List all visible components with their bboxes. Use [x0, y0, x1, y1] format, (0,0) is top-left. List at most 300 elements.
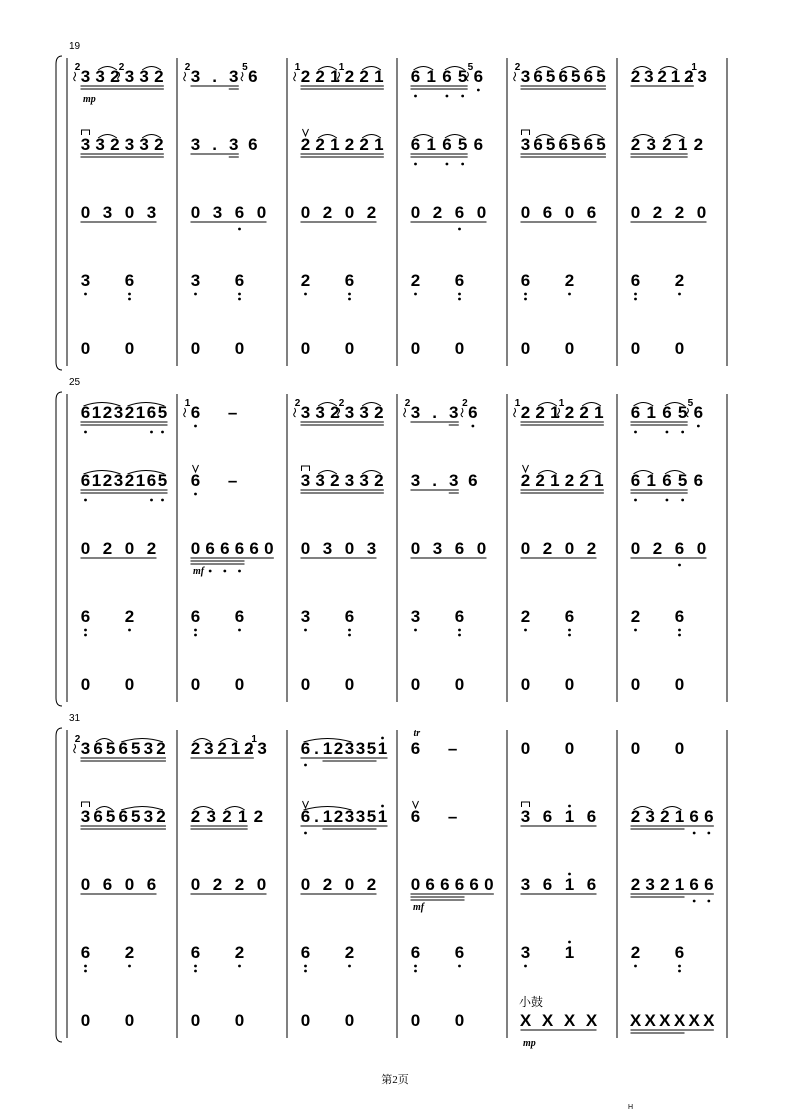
octave-dot-below: [568, 634, 571, 637]
jianpu-note: 2: [535, 403, 545, 422]
octave-dot-below: [634, 965, 637, 968]
jianpu-note: 6: [190, 471, 201, 490]
jianpu-note: 1: [646, 403, 656, 422]
jianpu-note: 0: [124, 539, 135, 558]
jianpu-note: 6: [410, 135, 421, 154]
jianpu-note: 2: [244, 739, 254, 758]
jianpu-note: 3: [206, 807, 216, 826]
jianpu-note: 3: [366, 539, 377, 558]
octave-dot-below: [150, 431, 153, 434]
jianpu-note: 3: [139, 67, 149, 86]
jianpu-note: 0: [630, 539, 641, 558]
octave-dot-below: [634, 298, 637, 301]
jianpu-note: 5: [596, 135, 606, 154]
octave-dot-below: [84, 499, 87, 502]
octave-dot-below: [209, 570, 212, 573]
jianpu-note: 6: [249, 539, 259, 558]
jianpu-note: 0: [484, 875, 494, 894]
jianpu-note: 1: [564, 807, 575, 826]
jianpu-note: 0: [520, 539, 531, 558]
jianpu-note: 2: [333, 807, 344, 826]
jianpu-note: 0: [190, 539, 201, 558]
percussion-note: X: [659, 1011, 671, 1030]
jianpu-note: 0: [410, 203, 421, 222]
octave-dot-below: [693, 900, 696, 903]
octave-dot-below: [446, 95, 449, 98]
jianpu-note: 2: [102, 539, 113, 558]
score-system: [56, 41, 727, 370]
jianpu-note: 2: [630, 67, 641, 86]
jianpu-note: 1: [135, 471, 146, 490]
jianpu-note: 2: [102, 471, 113, 490]
jianpu-note: .: [314, 807, 319, 826]
grace-note: 2: [184, 62, 191, 73]
jianpu-note: 5: [677, 471, 688, 490]
jianpu-note: 2: [190, 739, 201, 758]
jianpu-note: 6: [80, 403, 91, 422]
jianpu-note: 1: [670, 67, 681, 86]
octave-dot-below: [634, 293, 637, 296]
octave-dot-above: [381, 805, 384, 808]
octave-dot-below: [348, 629, 351, 632]
jianpu-note: 0: [410, 875, 421, 894]
jianpu-note: 6: [93, 807, 103, 826]
jianpu-note: 6: [558, 135, 568, 154]
octave-dot-below: [681, 431, 684, 434]
jianpu-note: 0: [124, 203, 135, 222]
jianpu-note: 2: [564, 403, 575, 422]
jianpu-note: 0: [190, 339, 201, 358]
jianpu-note: 6: [425, 875, 435, 894]
octave-dot-below: [84, 965, 87, 968]
jianpu-note: 3: [315, 403, 325, 422]
octave-dot-below: [678, 965, 681, 968]
jianpu-note: 3: [143, 807, 154, 826]
jianpu-note: 0: [256, 875, 267, 894]
jianpu-note: 2: [190, 807, 201, 826]
jianpu-note: 3: [410, 403, 421, 422]
jianpu-note: 0: [344, 339, 355, 358]
jianpu-note: 6: [473, 67, 484, 86]
jianpu-note: 3: [410, 471, 421, 490]
jianpu-note: 6: [693, 471, 704, 490]
jianpu-note: 2: [333, 739, 344, 758]
jianpu-note: 0: [520, 339, 531, 358]
jianpu-note: 2: [330, 471, 340, 490]
octave-dot-below: [524, 965, 527, 968]
jianpu-note: .: [212, 135, 217, 154]
octave-dot-below: [458, 298, 461, 301]
jianpu-note: 1: [230, 739, 241, 758]
octave-dot-below: [414, 293, 417, 296]
jianpu-note: 3: [432, 539, 443, 558]
jianpu-note: 6: [468, 403, 478, 422]
jianpu-note: 1: [237, 807, 248, 826]
jianpu-note: 3: [190, 135, 201, 154]
jianpu-note: 6: [344, 607, 355, 626]
jianpu-note: 0: [476, 203, 487, 222]
octave-dot-below: [414, 95, 417, 98]
jianpu-note: 2: [154, 67, 164, 86]
jianpu-note: 2: [586, 539, 597, 558]
jianpu-note: 0: [190, 875, 201, 894]
jianpu-note: 0: [344, 675, 355, 694]
jianpu-note: 0: [344, 1011, 355, 1030]
octave-dot-below: [304, 832, 307, 835]
jianpu-note: 5: [157, 403, 168, 422]
page-number: 第2页: [381, 1074, 409, 1086]
jianpu-note: 0: [344, 203, 355, 222]
jianpu-note: 5: [545, 67, 556, 86]
grace-note: 5: [242, 62, 248, 73]
grace-note: 2: [462, 398, 468, 409]
octave-dot-below: [348, 634, 351, 637]
jianpu-note: .: [212, 67, 217, 86]
jianpu-note: 0: [564, 539, 575, 558]
grace-note: 5: [467, 62, 474, 73]
dynamic-marking: mf: [193, 566, 205, 577]
jianpu-note: 6: [300, 739, 311, 758]
grace-stroke: [184, 408, 186, 417]
octave-dot-below: [634, 431, 637, 434]
jianpu-note: 3: [355, 739, 366, 758]
jianpu-note: .: [432, 471, 437, 490]
jianpu-note: 6: [454, 203, 465, 222]
jianpu-note: 3: [344, 471, 355, 490]
jianpu-note: 5: [571, 67, 581, 86]
jianpu-note: 6: [190, 403, 201, 422]
jianpu-note: 2: [315, 67, 325, 86]
grace-stroke: [74, 72, 76, 81]
jianpu-note: 6: [442, 135, 452, 154]
octave-dot-below: [238, 298, 241, 301]
jianpu-note: 6: [473, 135, 484, 154]
system-bracket: [56, 56, 62, 370]
jianpu-note: 6: [542, 875, 553, 894]
jianpu-note: 2: [212, 875, 223, 894]
jianpu-note: 2: [110, 67, 120, 86]
jianpu-note: 2: [630, 943, 641, 962]
octave-dot-below: [304, 293, 307, 296]
jianpu-note: 0: [520, 739, 531, 758]
jianpu-note: 6: [220, 539, 230, 558]
jianpu-note: 3: [229, 67, 239, 86]
jianpu-note: 6: [630, 471, 641, 490]
octave-dot-below: [471, 425, 474, 428]
grace-stroke: [294, 72, 296, 81]
grace-note: 1: [251, 734, 257, 745]
octave-dot-below: [458, 634, 461, 637]
jianpu-note: 6: [146, 471, 157, 490]
jianpu-note: 0: [80, 203, 91, 222]
percussion-note: X: [703, 1011, 715, 1030]
jianpu-note: 2: [652, 203, 663, 222]
jianpu-note: 6: [533, 67, 543, 86]
jianpu-note: 6: [80, 943, 91, 962]
trill-mark: tr: [413, 728, 421, 739]
octave-dot-below: [414, 970, 417, 973]
grace-stroke: [294, 408, 296, 417]
jianpu-note: 6: [146, 875, 157, 894]
jianpu-note: 1: [677, 135, 688, 154]
jianpu-note: 3: [80, 807, 91, 826]
jianpu-note: 3: [257, 739, 267, 758]
dynamic-marking: mp: [523, 1038, 536, 1049]
jianpu-note: 2: [156, 739, 166, 758]
octave-dot-below: [678, 293, 681, 296]
jianpu-note: 3: [80, 67, 91, 86]
jianpu-note: 6: [146, 403, 157, 422]
octave-dot-below: [348, 298, 351, 301]
octave-dot-below: [458, 228, 461, 231]
jianpu-note: 3: [355, 807, 366, 826]
jianpu-note: 0: [630, 203, 641, 222]
jianpu-note: 3: [80, 135, 91, 154]
measure-number: 25: [69, 377, 81, 388]
octave-dot-below: [150, 499, 153, 502]
jianpu-note: 0: [80, 539, 91, 558]
jianpu-note: 6: [93, 739, 103, 758]
jianpu-note: 0: [564, 739, 575, 758]
jianpu-note: 6: [205, 539, 215, 558]
jianpu-note: 6: [410, 67, 421, 86]
jianpu-note: 3: [113, 403, 124, 422]
octave-dot-below: [128, 965, 131, 968]
jianpu-note: 0: [696, 203, 707, 222]
jianpu-note: 6: [533, 135, 543, 154]
grace-note: 2: [74, 62, 81, 73]
measure-number: 31: [69, 713, 81, 724]
jianpu-note: 1: [374, 67, 384, 86]
jianpu-note: 3: [410, 607, 421, 626]
jianpu-note: 2: [322, 203, 333, 222]
jianpu-note: 6: [586, 875, 597, 894]
jianpu-note: 0: [696, 539, 707, 558]
jianpu-note: 0: [674, 739, 685, 758]
jianpu-note: 1: [377, 807, 388, 826]
jianpu-note: 6: [442, 67, 452, 86]
jianpu-note: 6: [583, 135, 594, 154]
jianpu-note: 0: [410, 675, 421, 694]
jianpu-note: 6: [124, 271, 135, 290]
jianpu-note: 6: [583, 67, 594, 86]
octave-dot-below: [194, 965, 197, 968]
jianpu-note: 0: [264, 539, 274, 558]
grace-note: 2: [118, 62, 125, 73]
grace-note: 2: [338, 398, 345, 409]
jianpu-note: 6: [564, 607, 575, 626]
jianpu-note: 0: [300, 539, 311, 558]
jianpu-note: 3: [520, 943, 531, 962]
jianpu-note: 3: [229, 135, 239, 154]
octave-dot-below: [304, 965, 307, 968]
jianpu-note: 6: [674, 539, 685, 558]
extension-dash: –: [447, 807, 458, 826]
jianpu-note: 5: [366, 739, 377, 758]
jianpu-note: 6: [234, 607, 245, 626]
grace-note: 1: [558, 398, 565, 409]
jianpu-note: 0: [300, 875, 311, 894]
jianpu-note: 6: [704, 807, 714, 826]
score-system: [56, 713, 727, 1049]
jianpu-note: 1: [564, 875, 575, 894]
octave-dot-below: [194, 293, 197, 296]
jianpu-note: 0: [674, 339, 685, 358]
jianpu-note: 3: [520, 67, 531, 86]
jianpu-note: 1: [330, 67, 340, 86]
percussion-note: X: [563, 1011, 576, 1030]
grace-stroke: [514, 72, 516, 81]
grace-note: 1: [294, 62, 301, 73]
extension-dash: –: [447, 739, 458, 758]
jianpu-note: 0: [256, 203, 267, 222]
extension-dash: –: [227, 471, 238, 490]
octave-dot-below: [634, 629, 637, 632]
jianpu-note: 2: [520, 607, 531, 626]
jianpu-note: 3: [204, 739, 214, 758]
jianpu-note: 3: [449, 403, 459, 422]
jianpu-note: 1: [91, 403, 102, 422]
jianpu-note: 2: [124, 943, 135, 962]
jianpu-note: 1: [594, 403, 604, 422]
jianpu-note: 0: [344, 875, 355, 894]
grace-stroke: [514, 408, 516, 417]
jianpu-note: 2: [234, 875, 245, 894]
jianpu-note: 2: [359, 67, 369, 86]
jianpu-note: 3: [449, 471, 459, 490]
octave-dot-below: [693, 832, 696, 835]
jianpu-note: 0: [80, 1011, 91, 1030]
jianpu-note: 2: [154, 135, 164, 154]
jianpu-note: 3: [359, 403, 369, 422]
jianpu-note: 0: [674, 675, 685, 694]
octave-dot-below: [238, 570, 241, 573]
jianpu-note: 6: [118, 807, 128, 826]
jianpu-note: 2: [520, 403, 531, 422]
jianpu-note: 6: [674, 943, 685, 962]
jianpu-note: 6: [300, 943, 311, 962]
jianpu-note: 5: [366, 807, 377, 826]
jianpu-note: 2: [344, 943, 355, 962]
jianpu-note: 0: [564, 675, 575, 694]
corner-mark: H: [628, 1104, 634, 1111]
octave-dot-below: [84, 629, 87, 632]
jianpu-note: 3: [697, 67, 707, 86]
jianpu-note: 0: [454, 675, 465, 694]
octave-dot-below: [414, 629, 417, 632]
jianpu-note: 6: [542, 203, 553, 222]
jianpu-note: 3: [80, 271, 91, 290]
jianpu-note: 3: [190, 271, 201, 290]
jianpu-note: 2: [322, 875, 333, 894]
measure-number: 19: [69, 41, 81, 52]
jianpu-note: 3: [322, 539, 333, 558]
jianpu-note: 2: [344, 135, 355, 154]
jianpu-note: 3: [113, 471, 124, 490]
octave-dot-above: [568, 805, 571, 808]
jianpu-note: 6: [586, 807, 597, 826]
jianpu-note: 3: [124, 67, 135, 86]
jianpu-note: 0: [344, 539, 355, 558]
jianpu-note: 3: [95, 135, 105, 154]
octave-dot-below: [194, 970, 197, 973]
octave-dot-below: [568, 629, 571, 632]
jianpu-note: 5: [105, 739, 116, 758]
jianpu-note: 0: [520, 203, 531, 222]
jianpu-note: 0: [190, 1011, 201, 1030]
jianpu-note: 1: [674, 875, 685, 894]
dynamic-marking: mf: [413, 902, 425, 913]
octave-dot-below: [304, 764, 307, 767]
octave-dot-below: [194, 629, 197, 632]
jianpu-note: 3: [344, 807, 355, 826]
jianpu-note: 6: [118, 739, 128, 758]
jianpu-note: 2: [374, 471, 384, 490]
jianpu-note: 2: [660, 875, 670, 894]
percussion-note: X: [585, 1011, 598, 1030]
grace-stroke: [184, 72, 186, 81]
jianpu-note: 2: [579, 471, 589, 490]
percussion-note: X: [519, 1011, 532, 1030]
jianpu-note: .: [432, 403, 437, 422]
jianpu-note: 5: [677, 403, 688, 422]
jianpu-note: 6: [586, 203, 597, 222]
jianpu-note: 0: [300, 203, 311, 222]
jianpu-note: 2: [124, 471, 135, 490]
octave-dot-below: [678, 629, 681, 632]
octave-dot-below: [238, 629, 241, 632]
jianpu-note: 0: [190, 203, 201, 222]
jianpu-note: 3: [646, 135, 656, 154]
grace-note: 2: [514, 62, 521, 73]
jianpu-note: 2: [300, 67, 311, 86]
jianpu-note: 5: [457, 135, 468, 154]
jianpu-note: 6: [662, 403, 672, 422]
octave-dot-below: [666, 431, 669, 434]
jianpu-note: 2: [652, 539, 663, 558]
octave-dot-below: [238, 228, 241, 231]
octave-dot-below: [458, 629, 461, 632]
jianpu-note: 6: [410, 807, 421, 826]
octave-dot-below: [707, 832, 710, 835]
jianpu-note: 2: [110, 135, 120, 154]
jianpu-note: 2: [156, 807, 166, 826]
jianpu-note: 6: [248, 135, 258, 154]
jianpu-note: 2: [102, 403, 113, 422]
jianpu-note: 2: [630, 135, 641, 154]
jianpu-note: 2: [674, 271, 685, 290]
octave-dot-above: [381, 737, 384, 740]
jianpu-note: 1: [564, 943, 575, 962]
jianpu-note: 2: [217, 739, 227, 758]
jianpu-note: 3: [190, 67, 201, 86]
jianpu-note: 0: [124, 1011, 135, 1030]
jianpu-note: 0: [234, 339, 245, 358]
octave-dot-below: [458, 965, 461, 968]
octave-dot-below: [161, 499, 164, 502]
jianpu-note: 6: [102, 875, 113, 894]
jianpu-note: 6: [234, 271, 245, 290]
jianpu-note: 6: [520, 271, 531, 290]
octave-dot-below: [524, 629, 527, 632]
jianpu-note: 0: [454, 339, 465, 358]
octave-dot-below: [461, 163, 464, 166]
jianpu-note: 0: [410, 339, 421, 358]
jianpu-note: 0: [630, 675, 641, 694]
jianpu-note: 6: [674, 607, 685, 626]
octave-dot-below: [707, 900, 710, 903]
octave-dot-below: [238, 293, 241, 296]
